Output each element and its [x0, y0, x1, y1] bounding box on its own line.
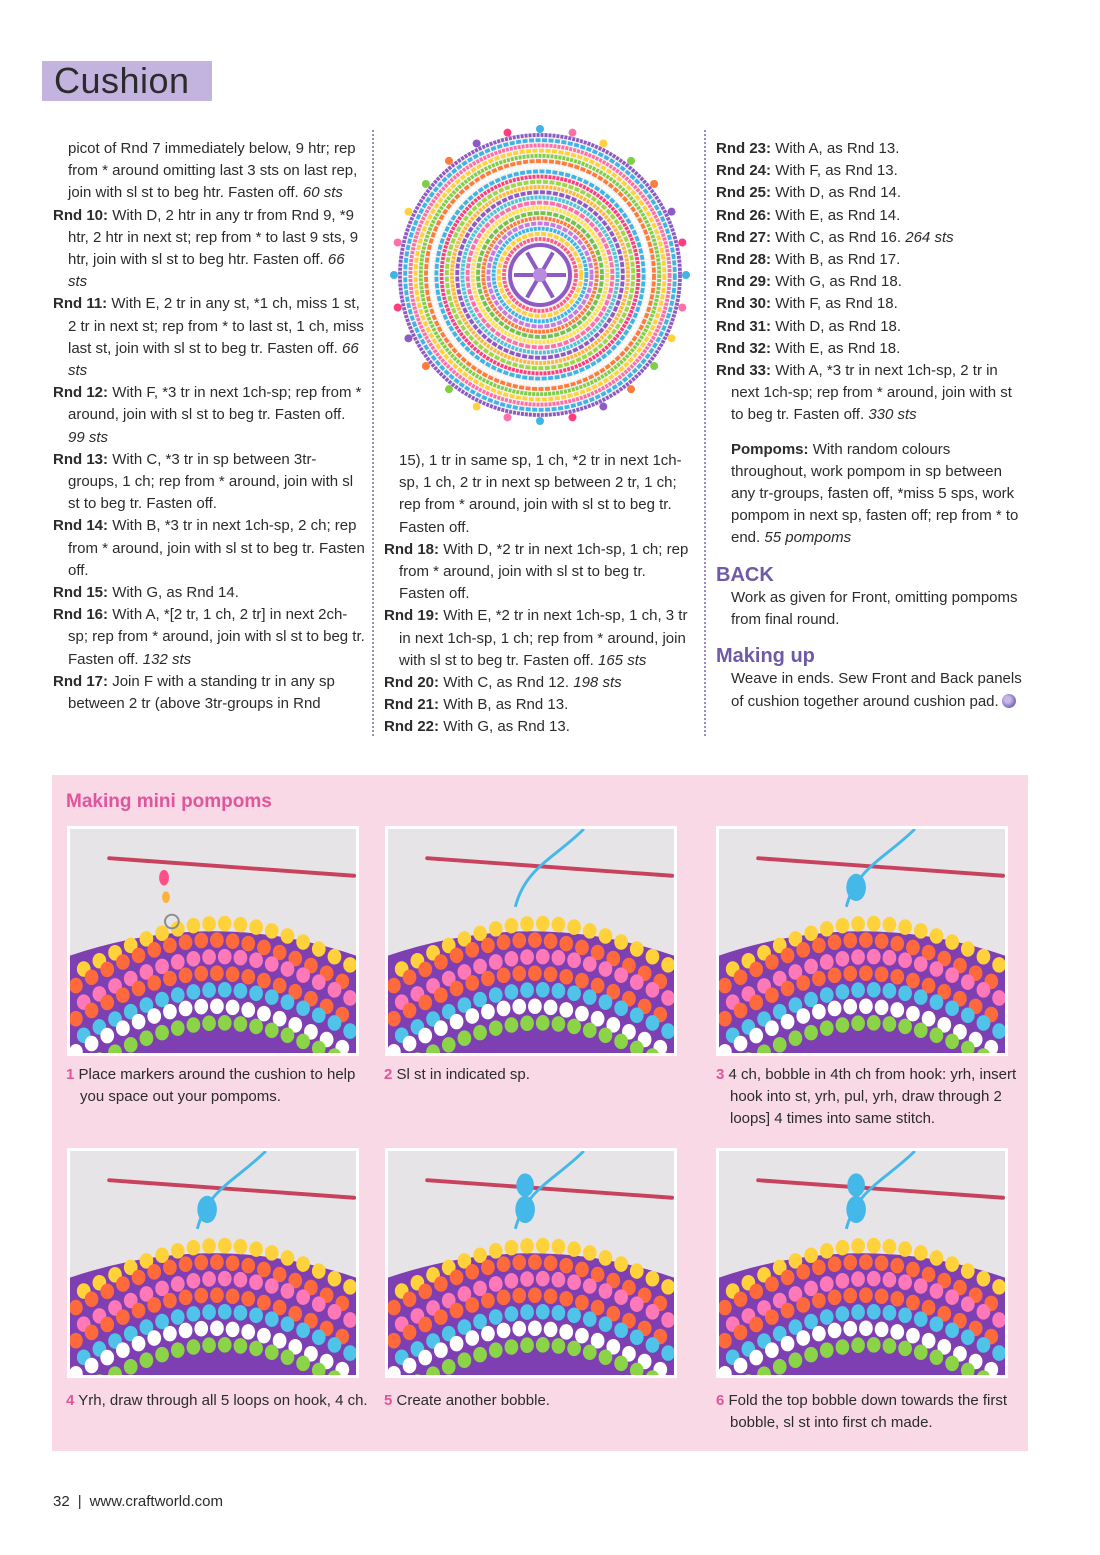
pattern-round: Rnd 11: With E, 2 tr in any st, *1 ch, miss 1 st, 2 tr in next st; rep from * to last st, 1 ch, miss last st, join with sl st to beg tr. Fasten off. 66 sts [53, 295, 364, 380]
making-up-instructions: Weave in ends. Sew Front and Back panels of cushion together around cushion pad. [731, 670, 1022, 710]
pattern-round: Rnd 18: With D, *2 tr in next 1ch-sp, 1 ch; rep from * around, join with sl st to beg tr. Fasten off. [384, 540, 689, 603]
step-2-photo [385, 826, 677, 1056]
pattern-round: Rnd 16: With A, *[2 tr, 1 ch, 2 tr] in next 2ch-sp; rep from * around, join with sl st to beg tr. Fasten off. 132 sts [53, 606, 365, 668]
making-up-heading: Making up [716, 645, 815, 668]
pattern-column-1 [53, 138, 365, 715]
page-footer [53, 1493, 223, 1510]
pattern-round: Rnd 10: With D, 2 htr in any tr from Rnd 9, *9 htr, 2 htr in next st; rep from * to last 9 sts, 9 htr, join with sl st to beg htr. Fasten off. 66 sts [53, 206, 359, 291]
pattern-round: Rnd 25: With D, as Rnd 14. [716, 184, 902, 202]
column-divider [372, 130, 374, 736]
website-link[interactable]: www.craftworld.com [89, 1493, 223, 1510]
pattern-round: Rnd 20: With C, as Rnd 12. 198 sts [384, 674, 622, 692]
column-divider [704, 130, 706, 736]
footer-separator: | [77, 1493, 82, 1510]
cushion-mandala-graphic [385, 120, 695, 430]
step-caption: 3 4 ch, bobble in 4th ch from hook: yrh, insert hook into st, yrh, pul, yrh, draw through 2 loops] 4 times into same stitch. [716, 1066, 1017, 1127]
pattern-round: Rnd 15: With G, as Rnd 14. [53, 584, 239, 602]
step-1-photo [67, 826, 359, 1056]
yarn-ball-end-icon [1002, 694, 1016, 708]
making-mini-pompoms-panel [52, 775, 1028, 1451]
pattern-round: Rnd 24: With F, as Rnd 13. [716, 162, 898, 180]
pattern-round: Rnd 12: With F, *3 tr in next 1ch-sp; rep from * around, join with sl st to beg tr. Fasten off. 99 sts [53, 384, 362, 446]
title-box [42, 61, 212, 101]
pompoms-instructions: Pompoms: With random colours throughout, work pompom in sp between any tr-groups, fasten off, *miss 5 sps, work pompom in next sp, fasten off; rep from * to end. 55 pompoms [731, 440, 1019, 547]
pattern-round: Rnd 31: With D, as Rnd 18. [716, 317, 902, 335]
page-number: 32 [53, 1493, 70, 1510]
step-caption: 4 Yrh, draw through all 5 loops on hook, 4 ch. [66, 1392, 368, 1409]
pattern-column-2 [384, 450, 694, 739]
pattern-round: Rnd 29: With G, as Rnd 18. [716, 273, 902, 291]
pattern-round: Rnd 23: With A, as Rnd 13. [716, 140, 900, 157]
pattern-round: Rnd 21: With B, as Rnd 13. [384, 696, 569, 714]
pattern-round: Rnd 22: With G, as Rnd 13. [384, 718, 570, 736]
step-caption: 5 Create another bobble. [384, 1392, 550, 1409]
pattern-round: Rnd 19: With E, *2 tr in next 1ch-sp, 1 ch, 3 tr in next 1ch-sp, 1 ch; rep from * around, join with sl st to beg tr. Fasten off. 165 sts [384, 607, 688, 669]
back-instructions: Work as given for Front, omitting pompoms from final round. [731, 588, 1018, 629]
pattern-round: Rnd 27: With C, as Rnd 16. 264 sts [716, 228, 954, 246]
pattern-round: Rnd 13: With C, *3 tr in sp between 3tr-groups, 1 ch; rep from * around, join with sl st to beg tr. Fasten off. [53, 450, 354, 513]
step-6-photo [716, 1148, 1008, 1378]
cushion-photo [385, 120, 695, 430]
back-heading: BACK [716, 563, 774, 586]
pattern-round: Rnd 17: Join F with a standing tr in any sp between 2 tr (above 3tr-groups in Rnd [53, 672, 335, 713]
step-caption: 6 Fold the top bobble down towards the first bobble, sl st into first ch made. [716, 1392, 1008, 1431]
step-3-photo [716, 826, 1008, 1056]
step-caption: 2 Sl st in indicated sp. [384, 1066, 530, 1083]
pattern-round: Rnd 14: With B, *3 tr in next 1ch-sp, 2 ch; rep from * around, join with sl st to beg tr. Fasten off. [53, 517, 365, 579]
panel-title: Making mini pompoms [66, 791, 272, 812]
pattern-round: Rnd 28: With B, as Rnd 17. [716, 251, 901, 269]
pattern-round: Rnd 30: With F, as Rnd 18. [716, 295, 898, 313]
pattern-round: Rnd 32: With E, as Rnd 18. [716, 339, 901, 357]
pattern-round: 15), 1 tr in same sp, 1 ch, *2 tr in next 1ch-sp, 1 ch, 2 tr in next sp between 2 tr, 1 ch; rep from * around, join with sl st to beg tr. Fasten off. [399, 452, 682, 536]
pattern-column-3 [716, 138, 1028, 713]
page-title: Cushion [54, 60, 190, 101]
step-5-photo [385, 1148, 677, 1378]
pattern-round: Rnd 26: With E, as Rnd 14. [716, 206, 901, 224]
pattern-round: Rnd 33: With A, *3 tr in next 1ch-sp, 2 tr in next 1ch-sp; rep from * around, join with st to beg tr. Fasten off. 330 sts [716, 362, 1012, 424]
step-4-photo [67, 1148, 359, 1378]
pattern-round: picot of Rnd 7 immediately below, 9 htr; rep from * around omitting last 3 sts on last rep, join with sl st to beg htr. Fasten off. 60 sts [68, 140, 358, 202]
step-caption: 1 Place markers around the cushion to help you space out your pompoms. [66, 1066, 356, 1105]
